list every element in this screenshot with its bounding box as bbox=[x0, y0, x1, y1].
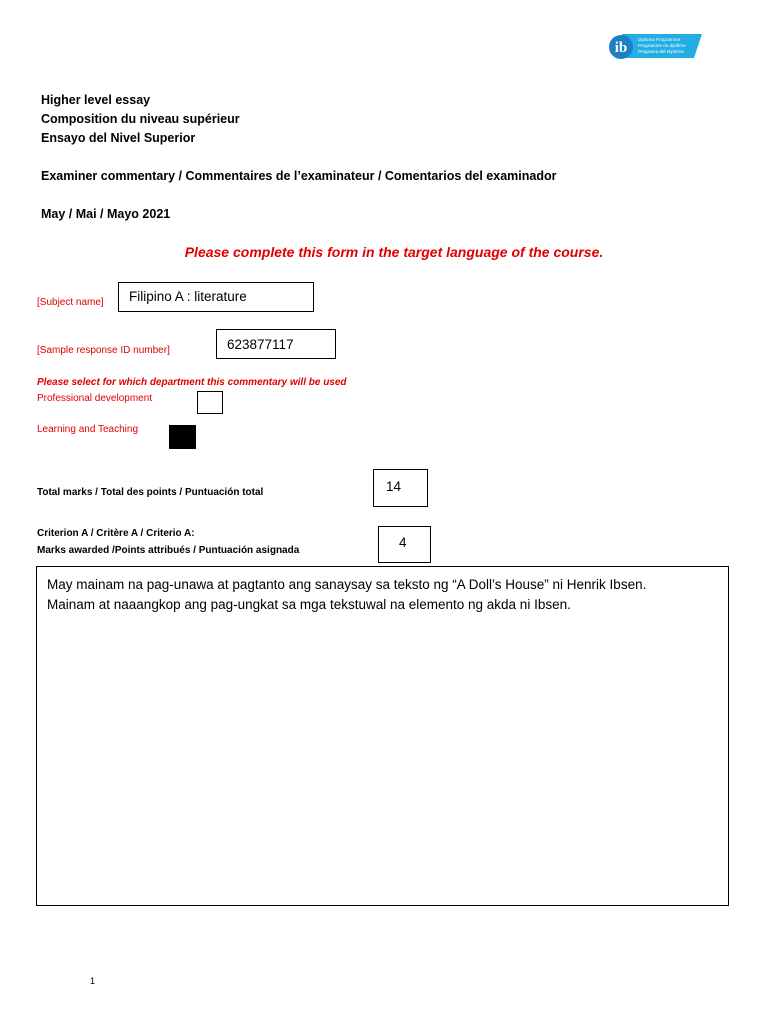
criterion-a-label-line2: Marks awarded /Points attribués / Puntuación asignada bbox=[37, 545, 300, 556]
ib-logo bbox=[608, 32, 702, 62]
professional-development-checkbox[interactable] bbox=[197, 391, 223, 414]
svg-text:Diploma Programme: Diploma Programme bbox=[638, 37, 681, 42]
svg-text:Programa del Diploma: Programa del Diploma bbox=[638, 49, 684, 54]
commentary-line-1: May mainam na pag-unawa at pagtanto ang sanaysay sa teksto ng “A Doll’s House” ni Henrik Ibsen. bbox=[47, 577, 647, 592]
session-date: May / Mai / Mayo 2021 bbox=[41, 207, 171, 221]
criterion-a-label bbox=[37, 525, 299, 559]
form-instruction: Please complete this form in the target language of the course. bbox=[184, 244, 604, 260]
learning-teaching-label: Learning and Teaching bbox=[37, 424, 139, 435]
title-french: Composition du niveau supérieur bbox=[41, 112, 240, 126]
sample-id-field[interactable]: 623877117 bbox=[216, 329, 336, 359]
professional-development-label: Professional development bbox=[37, 393, 153, 404]
total-marks-field[interactable]: 14 bbox=[373, 469, 428, 507]
criterion-a-label-line1: Criterion A / Critère A / Criterio A: bbox=[37, 528, 195, 539]
commentary-line-2: Mainam at naaangkop ang pag-ungkat sa mga tekstuwal na elemento ng akda ni Ibsen. bbox=[47, 597, 571, 612]
page-number: 1 bbox=[90, 976, 96, 986]
commentary-textarea[interactable] bbox=[36, 566, 729, 906]
subject-name-label: [Subject name] bbox=[37, 297, 104, 308]
sample-id-label: [Sample response ID number] bbox=[37, 345, 170, 356]
department-instruction: Please select for which department this commentary will be used bbox=[37, 377, 347, 388]
svg-text:ib: ib bbox=[614, 40, 628, 56]
subject-name-field[interactable]: Filipino A : literature bbox=[118, 282, 314, 312]
learning-teaching-checkbox[interactable] bbox=[169, 425, 196, 449]
criterion-a-field[interactable]: 4 bbox=[378, 526, 431, 563]
total-marks-label: Total marks / Total des points / Puntuación total bbox=[37, 487, 264, 498]
title-english: Higher level essay bbox=[41, 93, 151, 107]
svg-text:Programme du diplôme: Programme du diplôme bbox=[638, 43, 686, 48]
commentary-heading: Examiner commentary / Commentaires de l’examinateur / Comentarios del examinador bbox=[41, 169, 557, 183]
title-spanish: Ensayo del Nivel Superior bbox=[41, 131, 196, 145]
